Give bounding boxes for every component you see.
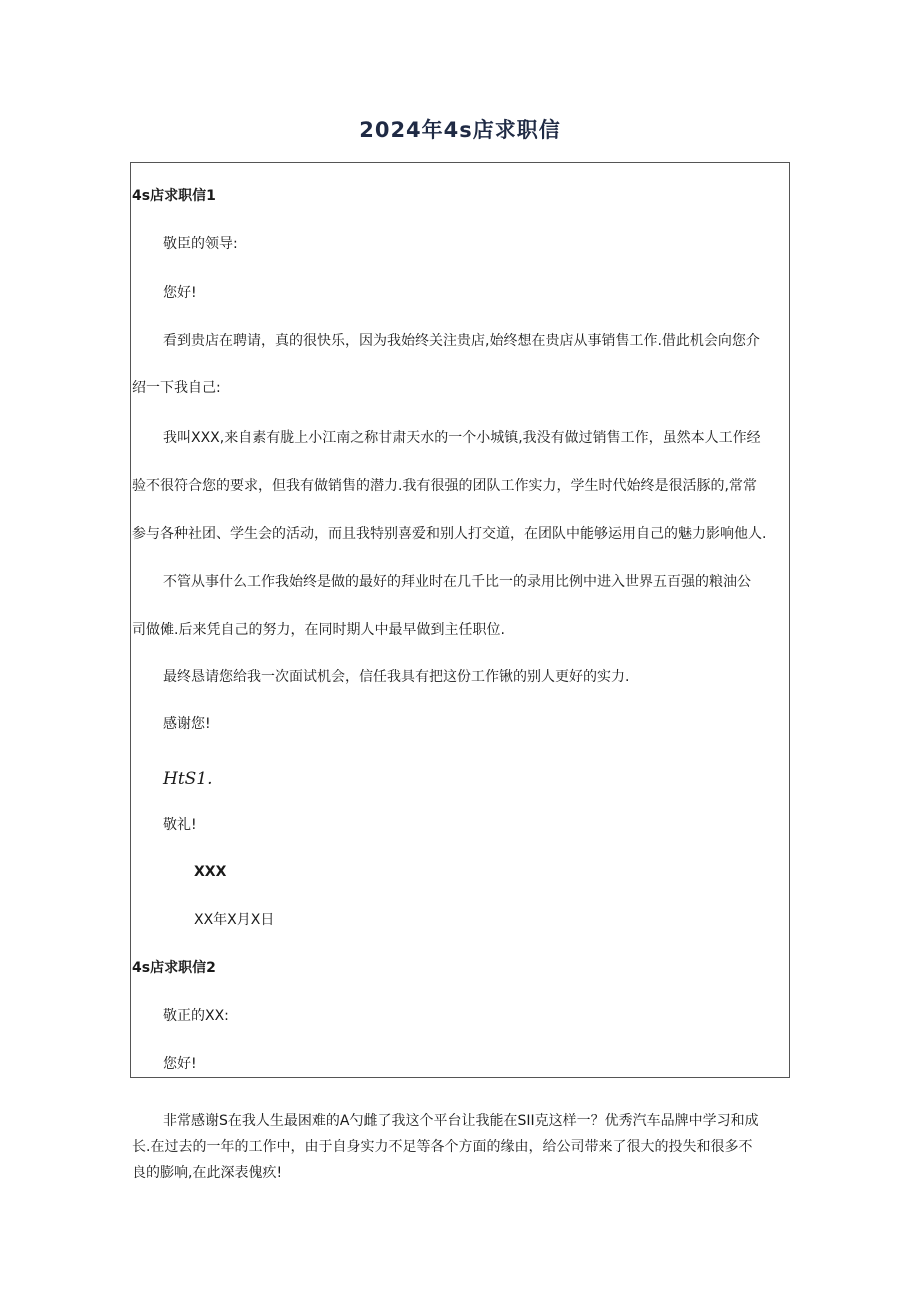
letter1-salutation: 敬臣的领导: xyxy=(163,236,238,252)
letter1-heading: 4s店求职信1 xyxy=(132,188,216,204)
letter1-paragraph3-line2: 司做傩.后来凭自己的努力，在同时期人中最早做到主任职位. xyxy=(132,622,505,638)
letter1-paragraph2-line2: 验不很符合您的要求，但我有做销售的潜力.我有很强的团队工作实力，学生时代始终是很活豚的,常常 xyxy=(132,478,757,494)
letter1-paragraph2-line1: 我叫XXX,来自素有胧上小江南之称甘肃天水的一个小城镇,我没有做过销售工作，虽然本人工作经 xyxy=(163,430,761,446)
letter1-ocr-artifact: HtS1. xyxy=(163,769,213,789)
letter2-greeting: 您好! xyxy=(163,1056,197,1072)
letter1-paragraph1-line1: 看到贵店在聘请，真的很快乐，因为我始终关注贵店,始终想在贵店从事销售工作.借此机会向您介 xyxy=(163,333,760,349)
letter1-greeting: 您好! xyxy=(163,285,197,301)
bottom-paragraph-line3: 良的膨响,在此深表傀疚! xyxy=(132,1165,283,1181)
letter1-respect: 敬礼! xyxy=(163,817,197,833)
bottom-paragraph-line1: 非常感谢S在我人生最困难的A勺雌了我这个平台让我能在SII克这样一？优秀汽车品牌中学习和成 xyxy=(163,1113,759,1129)
bottom-paragraph-line2: 长.在过去的一年的工作中，由于自身实力不足等各个方面的缘由，给公司带来了很大的投失和很多不 xyxy=(132,1139,753,1155)
letter1-paragraph2-line3: 参与各种社团、学生会的活动，而且我特别喜爱和别人打交道，在团队中能够运用自己的魅力影响他人. xyxy=(132,526,767,542)
letter1-paragraph4: 最终恳请您给我一次面试机会，信任我具有把这份工作锹的别人更好的实力. xyxy=(163,669,630,685)
document-title: 2024年4s店求职信 xyxy=(359,118,561,142)
letter1-thanks: 感谢您! xyxy=(163,716,211,732)
letter1-signer: XXX xyxy=(194,864,227,880)
letter1-paragraph1-line2: 绍一下我自己: xyxy=(132,380,221,396)
letter1-paragraph3-line1: 不管从事什么工作我始终是做的最好的拜业时在几千比一的录用比例中进入世界五百强的粮油公 xyxy=(163,574,751,590)
letter2-salutation: 敬正的XX: xyxy=(163,1008,229,1024)
letter1-date: XX年X月X日 xyxy=(194,912,275,928)
letter2-heading: 4s店求职信2 xyxy=(132,960,216,976)
